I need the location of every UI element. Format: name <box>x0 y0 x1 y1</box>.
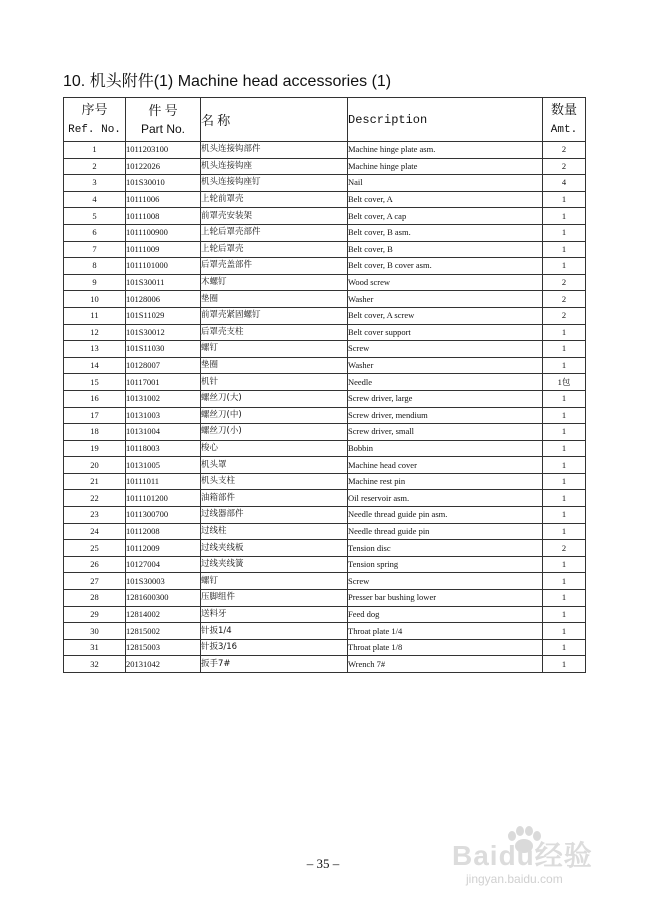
table-row <box>64 208 586 225</box>
part-no-cell: 1281600300 <box>126 590 201 607</box>
table-row <box>64 357 586 374</box>
description-cell: Belt cover, A <box>348 191 543 208</box>
part-name-cell: 梭心 <box>201 440 348 457</box>
ref-no-cell: 30 <box>64 623 126 640</box>
amount-cell: 1 <box>543 473 586 490</box>
description-cell: Screw <box>348 341 543 358</box>
table-row <box>64 623 586 640</box>
part-no-cell: 12814002 <box>126 606 201 623</box>
part-name-cell: 螺丝刀(小) <box>201 424 348 441</box>
table-row <box>64 507 586 524</box>
description-cell: Belt cover, A cap <box>348 208 543 225</box>
description-cell: Presser bar bushing lower <box>348 590 543 607</box>
part-no-cell: 1011203100 <box>126 142 201 159</box>
amount-cell: 1 <box>543 490 586 507</box>
part-no-cell: 10131002 <box>126 390 201 407</box>
ref-no-cell: 31 <box>64 639 126 656</box>
table-row <box>64 175 586 192</box>
part-no-cell: 1011100900 <box>126 224 201 241</box>
table-row <box>64 639 586 656</box>
description-cell: Belt cover, A screw <box>348 307 543 324</box>
part-no-cell: 10131005 <box>126 457 201 474</box>
ref-no-cell: 7 <box>64 241 126 258</box>
amount-cell: 1 <box>543 507 586 524</box>
name-header: 名 称 <box>201 98 348 142</box>
ref-no-cell: 29 <box>64 606 126 623</box>
description-cell: Screw driver, mendium <box>348 407 543 424</box>
part-name-cell: 扳手7# <box>201 656 348 673</box>
amount-cell: 1 <box>543 258 586 275</box>
amount-cell: 1包 <box>543 374 586 391</box>
part-name-cell: 后罩壳支柱 <box>201 324 348 341</box>
ref-no-cell: 4 <box>64 191 126 208</box>
part-no-header-en: Part No. <box>140 121 185 136</box>
part-name-cell: 机头连接钩座 <box>201 158 348 175</box>
amount-cell: 1 <box>543 639 586 656</box>
part-name-cell: 前罩壳安装架 <box>201 208 348 225</box>
part-no-cell: 10117001 <box>126 374 201 391</box>
ref-no-cell: 22 <box>64 490 126 507</box>
amount-cell: 1 <box>543 357 586 374</box>
table-row <box>64 274 586 291</box>
part-no-cell: 10128006 <box>126 291 201 308</box>
part-no-cell: 12815003 <box>126 639 201 656</box>
part-no-cell: 10118003 <box>126 440 201 457</box>
page-number: – 35 – <box>306 856 340 871</box>
ref-no-cell: 17 <box>64 407 126 424</box>
ref-no-cell: 26 <box>64 556 126 573</box>
description-cell: Screw driver, large <box>348 390 543 407</box>
ref-no-cell: 21 <box>64 473 126 490</box>
description-cell: Washer <box>348 291 543 308</box>
parts-table <box>63 97 586 673</box>
amount-cell: 2 <box>543 274 586 291</box>
ref-no-cell: 10 <box>64 291 126 308</box>
table-row <box>64 490 586 507</box>
ref-no-cell: 16 <box>64 390 126 407</box>
part-name-cell: 螺丝刀(中) <box>201 407 348 424</box>
amount-cell: 2 <box>543 291 586 308</box>
part-name-cell: 木螺钉 <box>201 274 348 291</box>
table-row <box>64 573 586 590</box>
part-name-cell: 垫圈 <box>201 291 348 308</box>
part-name-cell: 前罩壳紧固螺钉 <box>201 307 348 324</box>
ref-no-cell: 18 <box>64 424 126 441</box>
part-name-cell: 针扳1/4 <box>201 623 348 640</box>
ref-no-cell: 15 <box>64 374 126 391</box>
ref-no-cell: 2 <box>64 158 126 175</box>
ref-no-cell: 13 <box>64 341 126 358</box>
ref-no-cell: 8 <box>64 258 126 275</box>
part-name-cell: 机头支柱 <box>201 473 348 490</box>
part-no-cell: 101S30012 <box>126 324 201 341</box>
ref-no-cell: 14 <box>64 357 126 374</box>
description-cell: Tension spring <box>348 556 543 573</box>
description-cell: Needle thread guide pin <box>348 523 543 540</box>
description-cell: Machine rest pin <box>348 473 543 490</box>
amount-cell: 1 <box>543 623 586 640</box>
part-no-cell: 10131003 <box>126 407 201 424</box>
watermark-url: jingyan.baidu.com <box>466 872 563 886</box>
amount-cell: 2 <box>543 307 586 324</box>
ref-no-cell: 28 <box>64 590 126 607</box>
amount-cell: 1 <box>543 457 586 474</box>
ref-no-cell: 11 <box>64 307 126 324</box>
table-header-row <box>64 98 586 142</box>
amount-cell: 1 <box>543 424 586 441</box>
amount-cell: 1 <box>543 224 586 241</box>
part-no-cell: 101S11030 <box>126 341 201 358</box>
part-name-cell: 螺钉 <box>201 341 348 358</box>
description-cell: Throat plate 1/4 <box>348 623 543 640</box>
part-no-cell: 10131004 <box>126 424 201 441</box>
part-no-cell: 10111011 <box>126 473 201 490</box>
description-cell: Throat plate 1/8 <box>348 639 543 656</box>
part-no-cell: 10111008 <box>126 208 201 225</box>
amount-header-en: Amt. <box>550 123 578 136</box>
table-row <box>64 258 586 275</box>
part-name-cell: 送料牙 <box>201 606 348 623</box>
amount-header-cn: 数量 <box>550 101 577 117</box>
part-no-cell: 101S30011 <box>126 274 201 291</box>
table-row <box>64 656 586 673</box>
description-cell: Bobbin <box>348 440 543 457</box>
part-name-cell: 机针 <box>201 374 348 391</box>
table-row <box>64 324 586 341</box>
part-name-cell: 螺钉 <box>201 573 348 590</box>
amount-cell: 1 <box>543 324 586 341</box>
description-cell: Machine hinge plate asm. <box>348 142 543 159</box>
part-no-cell: 20131042 <box>126 656 201 673</box>
ref-no-cell: 32 <box>64 656 126 673</box>
part-no-cell: 10111006 <box>126 191 201 208</box>
part-no-cell: 10122026 <box>126 158 201 175</box>
part-name-cell: 后罩壳盖部件 <box>201 258 348 275</box>
ref-no-cell: 24 <box>64 523 126 540</box>
part-name-cell: 上轮后罩壳 <box>201 241 348 258</box>
amount-cell: 1 <box>543 606 586 623</box>
description-cell: Feed dog <box>348 606 543 623</box>
table-row <box>64 142 586 159</box>
description-header: Description <box>348 98 543 142</box>
description-cell: Machine head cover <box>348 457 543 474</box>
table-row <box>64 556 586 573</box>
description-cell: Wood screw <box>348 274 543 291</box>
table-row <box>64 424 586 441</box>
part-name-cell: 上轮前罩壳 <box>201 191 348 208</box>
description-cell: Machine hinge plate <box>348 158 543 175</box>
part-no-cell: 10128007 <box>126 357 201 374</box>
table-row <box>64 390 586 407</box>
part-no-cell: 101S30003 <box>126 573 201 590</box>
part-no-cell: 10112008 <box>126 523 201 540</box>
description-cell: Screw <box>348 573 543 590</box>
description-cell: Nail <box>348 175 543 192</box>
ref-no-cell: 6 <box>64 224 126 241</box>
ref-no-cell: 1 <box>64 142 126 159</box>
parts-table-body <box>64 142 586 673</box>
amount-cell: 1 <box>543 440 586 457</box>
table-row <box>64 341 586 358</box>
table-row <box>64 440 586 457</box>
description-cell: Washer <box>348 357 543 374</box>
ref-no-cell: 12 <box>64 324 126 341</box>
page-title: 10. 机头附件(1) Machine head accessories (1) <box>63 73 392 90</box>
table-row <box>64 473 586 490</box>
description-cell: Wrench 7# <box>348 656 543 673</box>
amount-cell: 1 <box>543 241 586 258</box>
part-no-cell: 101S30010 <box>126 175 201 192</box>
amount-cell: 4 <box>543 175 586 192</box>
part-no-cell: 10112009 <box>126 540 201 557</box>
table-row <box>64 224 586 241</box>
amount-cell: 1 <box>543 407 586 424</box>
part-name-cell: 过线器部件 <box>201 507 348 524</box>
part-no-cell: 1011300700 <box>126 507 201 524</box>
amount-cell: 1 <box>543 590 586 607</box>
watermark-logo-text: Baidu经验 <box>452 840 593 871</box>
ref-no-cell: 23 <box>64 507 126 524</box>
part-name-cell: 油箱部件 <box>201 490 348 507</box>
ref-no-cell: 25 <box>64 540 126 557</box>
part-name-cell: 机头罩 <box>201 457 348 474</box>
description-cell: Needle <box>348 374 543 391</box>
watermark <box>452 826 622 896</box>
amount-header <box>543 98 586 142</box>
part-no-cell: 10127004 <box>126 556 201 573</box>
table-row <box>64 590 586 607</box>
description-cell: Belt cover, B asm. <box>348 224 543 241</box>
description-cell: Belt cover support <box>348 324 543 341</box>
part-no-cell: 10111009 <box>126 241 201 258</box>
part-name-cell: 垫圈 <box>201 357 348 374</box>
part-no-header <box>126 98 201 142</box>
table-row <box>64 291 586 308</box>
amount-cell: 1 <box>543 523 586 540</box>
amount-cell: 2 <box>543 142 586 159</box>
amount-cell: 1 <box>543 573 586 590</box>
ref-no-cell: 3 <box>64 175 126 192</box>
amount-cell: 1 <box>543 191 586 208</box>
table-row <box>64 241 586 258</box>
description-cell: Belt cover, B <box>348 241 543 258</box>
table-row <box>64 540 586 557</box>
ref-no-header <box>64 98 126 142</box>
part-no-cell: 1011101200 <box>126 490 201 507</box>
part-name-cell: 上轮后罩壳部件 <box>201 224 348 241</box>
part-name-cell: 机头连接钩座钉 <box>201 175 348 192</box>
description-cell: Oil reservoir asm. <box>348 490 543 507</box>
amount-cell: 1 <box>543 556 586 573</box>
ref-no-cell: 20 <box>64 457 126 474</box>
part-name-cell: 过线夹线簧 <box>201 556 348 573</box>
part-name-cell: 机头连接钩部件 <box>201 142 348 159</box>
part-name-cell: 压脚组件 <box>201 590 348 607</box>
amount-cell: 2 <box>543 540 586 557</box>
table-row <box>64 606 586 623</box>
table-row <box>64 407 586 424</box>
amount-cell: 1 <box>543 341 586 358</box>
part-name-cell: 螺丝刀(大) <box>201 390 348 407</box>
part-no-cell: 1011101000 <box>126 258 201 275</box>
table-row <box>64 374 586 391</box>
ref-no-cell: 5 <box>64 208 126 225</box>
description-cell: Screw driver, small <box>348 424 543 441</box>
amount-cell: 2 <box>543 158 586 175</box>
part-name-cell: 针扳3/16 <box>201 639 348 656</box>
ref-no-cell: 19 <box>64 440 126 457</box>
ref-no-cell: 9 <box>64 274 126 291</box>
ref-no-header-cn: 序号 <box>81 101 108 117</box>
table-row <box>64 191 586 208</box>
amount-cell: 1 <box>543 656 586 673</box>
description-cell: Tension disc <box>348 540 543 557</box>
table-row <box>64 158 586 175</box>
part-no-cell: 12815002 <box>126 623 201 640</box>
ref-no-cell: 27 <box>64 573 126 590</box>
table-row <box>64 457 586 474</box>
part-no-header-cn: 件 号 <box>148 102 178 118</box>
ref-no-header-en: Ref. No. <box>68 123 121 136</box>
description-cell: Belt cover, B cover asm. <box>348 258 543 275</box>
amount-cell: 1 <box>543 208 586 225</box>
part-name-cell: 过线柱 <box>201 523 348 540</box>
description-cell: Needle thread guide pin asm. <box>348 507 543 524</box>
part-name-cell: 过线夹线板 <box>201 540 348 557</box>
amount-cell: 1 <box>543 390 586 407</box>
part-no-cell: 101S11029 <box>126 307 201 324</box>
table-row <box>64 307 586 324</box>
table-row <box>64 523 586 540</box>
